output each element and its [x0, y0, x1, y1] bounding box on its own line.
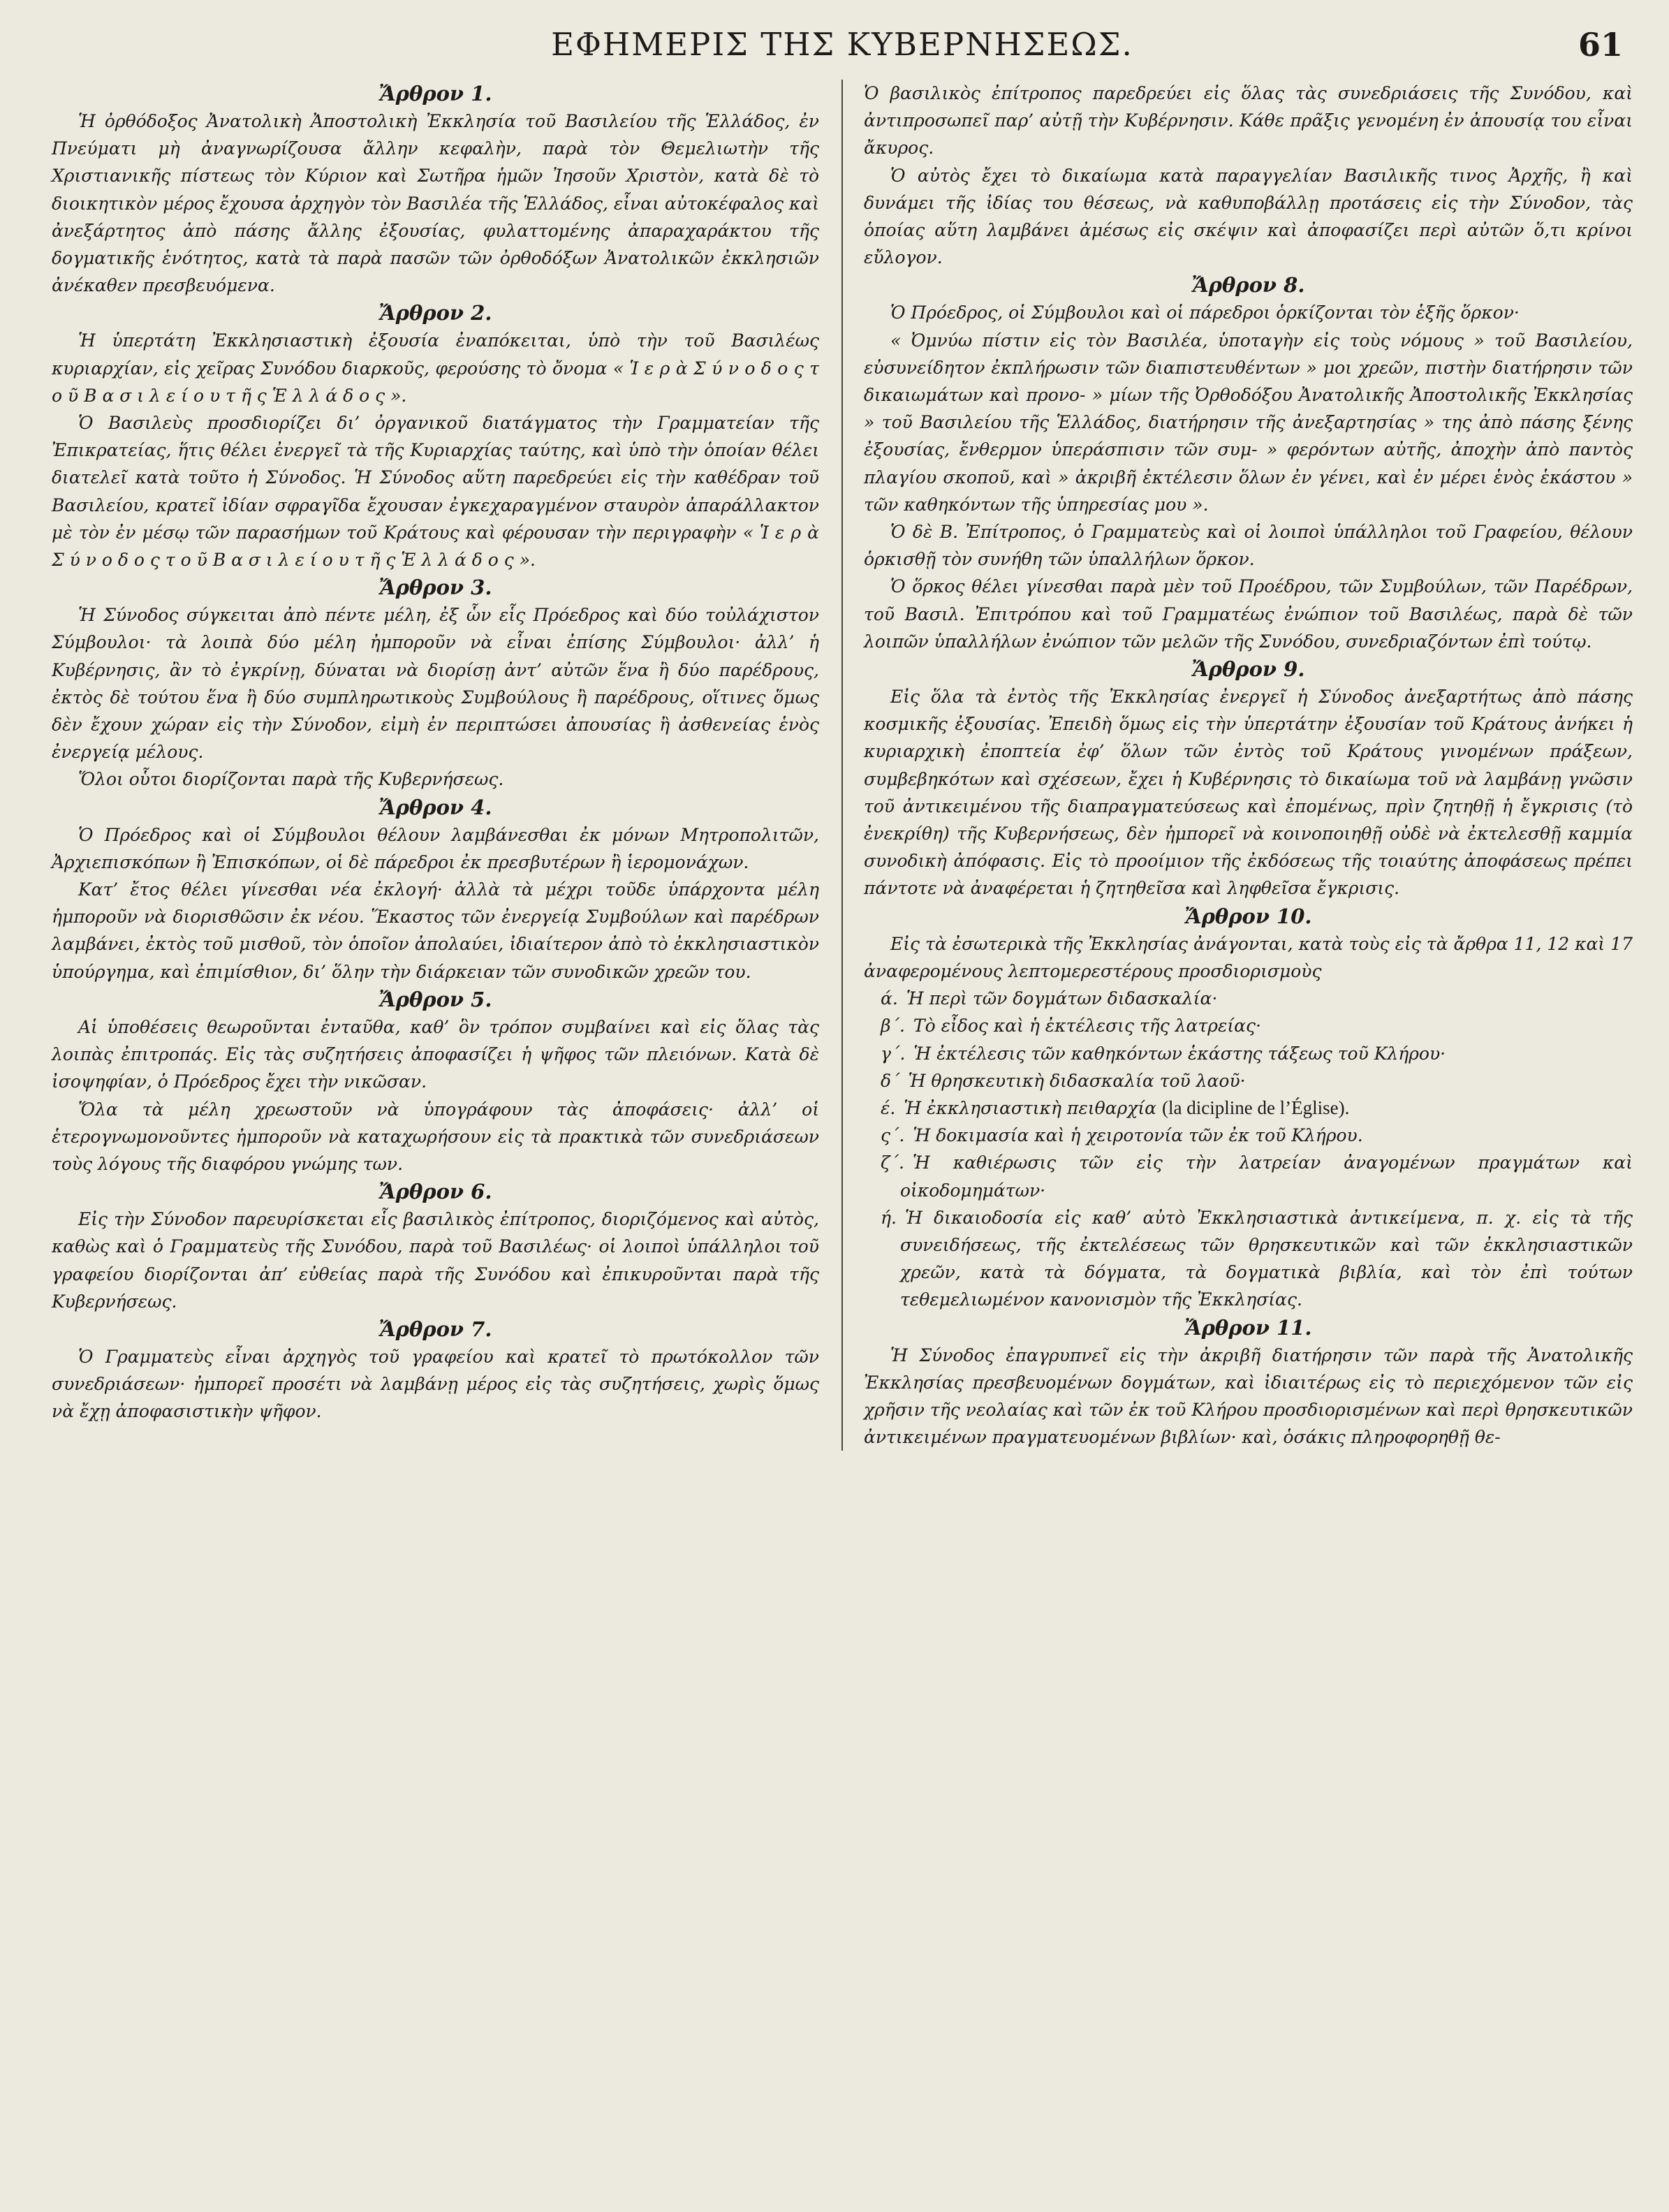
list-item-text: Ἡ δικαιοδοσία εἰς καθ’ αὐτὸ Ἐκκλησιαστικὰ ἀντικείμενα, π. χ. εἰς τὰ τῆς συνειδήσεως, τῆς ἐκτελέσεως τῶν θρησκευτικῶν καὶ τῶν ἐκκλησιαστικῶν χρεῶν, κατὰ τὰ δόγματα, τὰ δογματικὰ βιβλία, καὶ τὸν ἐπὶ τούτων τεθεμελιωμένον κανονισμὸν τῆς Ἐκκλησίας.	[900, 1207, 1633, 1310]
list-item-marker: β΄.	[881, 1016, 905, 1037]
article-4-paragraph-1: Ὁ Πρόεδρος καὶ οἱ Σύμβουλοι θέλουν λαμβάνεσθαι ἐκ μόνων Μητροπολιτῶν, Ἀρχιεπισκόπων ἢ Ἐπισκόπων, οἱ δὲ πάρεδροι ἐκ πρεσβυτέρων ἢ ἱερομονάχων.	[52, 824, 819, 872]
article-2-paragraph-1: Ἡ ὑπερτάτη Ἐκκλησιαστικὴ ἐξουσία ἐναπόκειται, ὑπὸ τὴν τοῦ Βασιλέως κυριαρχίαν, εἰς χεῖρας Συνόδου διαρκοῦς, φερούσης τὸ ὄνομα « Ἱ ε ρ ὰ Σ ύ ν ο δ ο ς τ ο ῦ Β α σ ι λ ε ί ο υ τ ῆ ς Ἑ λ λ ά δ ο ς ».	[52, 330, 819, 406]
list-item-marker: ζ΄.	[881, 1152, 904, 1173]
list-item	[864, 1094, 1633, 1122]
column-divider	[841, 80, 843, 1451]
article-2-heading: Ἄρθρον 2.	[378, 301, 492, 325]
article-5-paragraph-2: Ὅλα τὰ μέλη χρεωστοῦν νὰ ὑπογράφουν τὰς ἀποφάσεις· ἀλλ’ οἱ ἑτερογνωμονοῦντες ἠμποροῦν νὰ καταχωρήσουν εἰς τὰ πρακτικὰ τῶν συνεδριάσεων τοὺς λόγους τῆς διαφόρου γνώμης των.	[52, 1099, 819, 1174]
article-7-heading: Ἄρθρον 7.	[378, 1317, 492, 1341]
article-9-paragraph: Εἰς ὅλα τὰ ἐντὸς τῆς Ἐκκλησίας ἐνεργεῖ ἡ Σύνοδος ἀνεξαρτήτως ἀπὸ πάσης κοσμικῆς ἐξουσίας. Ἐπειδὴ ὅμως εἰς τὴν ὑπερτάτην ἐξουσίαν τοῦ Κράτους ἀνήκει ἡ κυριαρχικὴ ἐποπτεία ἐφ’ ὅλων τῶν ἐντὸς τοῦ Κράτους γινομένων πράξεων, συμβεβηκότων καὶ σχέσεων, ἔχει ἡ Κυβέρνησις τὸ δικαίωμα τοῦ νὰ λαμβάνῃ γνῶσιν τοῦ ἀντικειμένου τῆς διαπραγματεύσεως καὶ ἐπομένως, πρὶν ζητηθῇ ἡ ἔγκρισις (τὸ ἐνεκρίθη) τῆς Κυβερνήσεως, δὲν ἠμπορεῖ νὰ κοινοποιηθῇ οὐδὲ νὰ ἐκτελεσθῇ καμμία συνοδικὴ ἀπόφασις. Εἰς τὸ προοίμιον τῆς ἐκδόσεως τῆς τοιαύτης ἀποφάσεως πρέπει πάντοτε νὰ ἀναφέρεται ἡ ζητηθεῖσα καὶ ληφθεῖσα ἔγκρισις.	[864, 687, 1633, 899]
list-item	[864, 1122, 1633, 1149]
list-item-text: Ἡ θρησκευτικὴ διδασκαλία τοῦ λαοῦ·	[908, 1070, 1246, 1091]
article-6-heading: Ἄρθρον 6.	[378, 1180, 492, 1204]
page-header	[52, 24, 1633, 66]
article-8-heading: Ἄρθρον 8.	[1191, 273, 1305, 298]
list-item-latin-gloss: (la dicipline de l’Église).	[1162, 1097, 1350, 1118]
article-7-continuation-2: Ὁ αὐτὸς ἔχει τὸ δικαίωμα κατὰ παραγγελίαν Βασιλικῆς τινος Ἀρχῆς, ἢ καὶ δυνάμει τῆς ἰδίας του θέσεως, νὰ καθυποβάλλῃ προτάσεις εἰς τὴν Σύνοδον, τὰς ὁποίας αὕτη λαμβάνει ἀμέσως εἰς σκέψιν καὶ ἀποφασίζει περὶ αὐτῶν ὅ,τι κρίνοι εὔλογον.	[864, 165, 1633, 268]
list-item	[864, 1204, 1633, 1314]
article-4-paragraph-2: Κατ’ ἔτος θέλει γίνεσθαι νέα ἐκλογή· ἀλλὰ τὰ μέχρι τοῦδε ὑπάρχοντα μέλη ἠμποροῦν νὰ διορισθῶσιν ἐκ νέου. Ἕκαστος τῶν ἐνεργείᾳ Συμβούλων καὶ παρέδρων λαμβάνει, ἐκτὸς τοῦ μισθοῦ, τὸν ὁποῖον ἀπολαύει, ἰδιαίτερον ἀπὸ τὸ ἐκκλησιαστικὸν ὑπούργημα, καὶ ἐπιμίσθιον, δι’ ὅλην τὴν διάρκειαν τῶν συνοδικῶν χρεῶν του.	[52, 879, 819, 982]
article-7-continuation-1: Ὁ βασιλικὸς ἐπίτροπος παρεδρεύει εἰς ὅλας τὰς συνεδριάσεις τῆς Συνόδου, καὶ ἀντιπροσωπεῖ παρ’ αὐτῇ τὴν Κυβέρνησιν. Κάθε πρᾶξις γενομένη ἐν ἀπουσίᾳ του εἶναι ἄκυρος.	[864, 83, 1633, 159]
right-column	[851, 80, 1633, 1451]
article-8-paragraph-2: Ὁ δὲ Β. Ἐπίτροπος, ὁ Γραμματεὺς καὶ οἱ λοιποὶ ὑπάλληλοι τοῦ Γραφείου, θέλουν ὁρκισθῇ τὸν συνήθη τῶν ὑπαλλήλων ὅρκον.	[864, 522, 1633, 570]
list-item-marker: ή.	[881, 1207, 897, 1228]
list-item-marker: έ.	[881, 1097, 896, 1118]
article-5-heading: Ἄρθρον 5.	[378, 987, 492, 1011]
list-item-text: Τὸ εἶδος καὶ ἡ ἐκτέλεσις τῆς λατρείας·	[913, 1016, 1261, 1037]
list-item-text: Ἡ δοκιμασία καὶ ἡ χειροτονία τῶν ἐκ τοῦ Κλήρου.	[913, 1125, 1363, 1146]
article-3-paragraph-1: Ἡ Σύνοδος σύγκειται ἀπὸ πέντε μέλη, ἐξ ὧν εἷς Πρόεδρος καὶ δύο τοὐλάχιστον Σύμβουλοι· τὰ λοιπὰ δύο μέλη ἠμποροῦν νὰ εἶναι ἐπίσης Σύμβουλοι· ἀλλ’ ἡ Κυβέρνησις, ἂν τὸ ἐγκρίνῃ, δύναται νὰ διορίσῃ ἀντ’ αὐτῶν ἕνα ἢ δύο παρέδρους, ἐκτὸς δὲ τούτου ἕνα ἢ δύο συμπληρωτικοὺς Συμβούλους ἢ παρέδρους, οἵτινες ὅμως δὲν ἔχουν χώραν εἰς τὴν Σύνοδον, εἰμὴ ἐν περιπτώσει ἀπουσίας ἢ ἀσθενείας ἑνὸς ἐνεργείᾳ μέλους.	[52, 605, 819, 763]
article-11-heading: Ἄρθρον 11.	[1184, 1315, 1312, 1340]
article-3-heading: Ἄρθρον 3.	[378, 576, 492, 600]
list-item	[864, 1012, 1633, 1039]
article-8-paragraph-3: Ὁ ὅρκος θέλει γίνεσθαι παρὰ μὲν τοῦ Προέδρου, τῶν Συμβούλων, τῶν Παρέδρων, τοῦ Βασιλ. Ἐπιτρόπου καὶ τοῦ Γραμματέως ἐνώπιον τοῦ Βασιλέως, παρὰ δὲ τῶν λοιπῶν ὑπαλλήλων ἐνώπιον τῶν μελῶν τῆς Συνόδου, συνεδριαζόντων ἐπὶ τούτῳ.	[864, 576, 1633, 652]
article-11-paragraph: Ἡ Σύνοδος ἐπαγρυπνεῖ εἰς τὴν ἀκριβῆ διατήρησιν τῶν παρὰ τῆς Ἀνατολικῆς Ἐκκλησίας πρεσβευομένων δογμάτων, καὶ ἰδιαιτέρως εἰς τὸ περιεχόμενον τῶν εἰς χρῆσιν τῆς νεολαίας καὶ τῶν ἐκ τοῦ Κλήρου προσδιορισμένων καὶ περὶ θρησκευτικῶν ἀντικειμένων πραγματευομένων βιβλίων· καὶ, ὁσάκις πληροφορηθῇ θε-	[864, 1345, 1633, 1448]
list-item-text: Ἡ καθιέρωσις τῶν εἰς τὴν λατρείαν ἀναγομένων πραγμάτων καὶ οἰκοδομημάτων·	[900, 1152, 1633, 1201]
article-7-paragraph: Ὁ Γραμματεὺς εἶναι ἀρχηγὸς τοῦ γραφείου καὶ κρατεῖ τὸ πρωτόκολλον τῶν συνεδριάσεων· ἠμπορεῖ προσέτι νὰ λαμβάνῃ μέρος εἰς τὰς συζητήσεις, χωρὶς ὅμως νὰ ἔχῃ ἀποφασιστικὴν ψῆφον.	[52, 1346, 819, 1422]
list-item-text: Ἡ ἐκκλησιαστικὴ πειθαρχία	[904, 1097, 1157, 1118]
list-item-marker: γ΄.	[881, 1043, 906, 1064]
article-6-paragraph: Εἰς τὴν Σύνοδον παρευρίσκεται εἷς βασιλικὸς ἐπίτροπος, διοριζόμενος καὶ αὐτὸς, καθὼς καὶ ὁ Γραμματεὺς τῆς Συνόδου, παρὰ τοῦ Βασιλέως· οἱ λοιποὶ ὑπάλληλοι τοῦ γραφείου διορίζονται ἀπ’ εὐθείας παρὰ τῆς Συνόδου καὶ ἐπικυροῦνται παρὰ τῆς Κυβερνήσεως.	[52, 1209, 819, 1312]
article-2-paragraph-2: Ὁ Βασιλεὺς προσδιορίζει δι’ ὀργανικοῦ διατάγματος τὴν Γραμματείαν τῆς Ἐπικρατείας, ἥτις θέλει ἐνεργεῖ τὰ τῆς Κυριαρχίας ταύτης, καὶ ὑπὸ τὴν ὁποίαν θέλει διατελεῖ κατὰ τοῦτο ἡ Σύνοδος. Ἡ Σύνοδος αὕτη παρεδρεύει εἰς τὴν καθέδραν τοῦ Βασιλείου, κρατεῖ ἰδίαν σφραγῖδα ἔχουσαν ἐγκεχαραγμένον σταυρὸν ἀπαράλλακτον μὲ τὸν ἐν μέσῳ τῶν παρασήμων τοῦ Κράτους καὶ φέρουσαν τὴν περιγραφὴν « Ἱ ε ρ ὰ Σ ύ ν ο δ ο ς τ ο ῦ Β α σ ι λ ε ί ο υ τ ῆ ς Ἑ λ λ ά δ ο ς ».	[52, 413, 819, 571]
article-4-heading: Ἄρθρον 4.	[378, 795, 492, 819]
article-3-paragraph-2: Ὅλοι οὗτοι διορίζονται παρὰ τῆς Κυβερνήσεως.	[78, 769, 504, 790]
list-item	[864, 985, 1633, 1012]
list-item-text: Ἡ περὶ τῶν δογμάτων διδασκαλία·	[906, 988, 1218, 1009]
article-8-oath: « Ὀμνύω πίστιν εἰς τὸν Βασιλέα, ὑποταγὴν εἰς τοὺς νόμους » τοῦ Βασιλείου, εὐσυνείδητον ἐκπλήρωσιν τῶν διαπιστευθέντων » μοι χρεῶν, πιστὴν διατήρησιν τῶν δικαιωμάτων καὶ προνο- » μίων τῆς Ὀρθοδόξου Ἀνατολικῆς Ἀποστολικῆς Ἐκκλησίας » τοῦ Βασιλείου τῆς Ἑλλάδος, διατήρησιν τῆς ἀνεξαρτησίας » της ἀπὸ πάσης ξένης ἐξουσίας, ἔνθερμον ὑπεράσπισιν τῶν συμ- » φερόντων αὐτῆς, ἀποχὴν ἀπὸ παντὸς πλαγίου σκοποῦ, καὶ » ἀκριβῆ ἐκτέλεσιν ὅλων ἐν γένει, καὶ ἐν μέρει ἑνὸς ἑκάστου » τῶν καθηκόντων τῆς ὑπηρεσίας μου ».	[864, 330, 1633, 515]
page-number: 61	[1578, 26, 1623, 64]
list-item	[864, 1149, 1633, 1203]
article-10-heading: Ἄρθρον 10.	[1184, 904, 1312, 928]
page-title: ΕΦΗΜΕΡΙΣ ΤΗΣ ΚΥΒΕΡΝΗΣΕΩΣ.	[551, 26, 1133, 63]
article-8-paragraph-1: Ὁ Πρόεδρος, οἱ Σύμβουλοι καὶ οἱ πάρεδροι ὁρκίζονται τὸν ἑξῆς ὅρκον·	[890, 302, 1520, 323]
article-10-paragraph: Εἰς τὰ ἐσωτερικὰ τῆς Ἐκκλησίας ἀνάγονται, κατὰ τοὺς εἰς τὰ ἄρθρα 11, 12 καὶ 17 ἀναφερομένους λεπτομερεστέρους προσδιορισμοὺς	[864, 933, 1633, 981]
list-item-marker: δ΄	[881, 1070, 900, 1091]
article-10-list	[864, 985, 1633, 1313]
list-item-text: Ἡ ἐκτέλεσις τῶν καθηκόντων ἑκάστης τάξεως τοῦ Κλήρου·	[913, 1043, 1446, 1064]
left-column	[52, 80, 833, 1451]
article-5-paragraph-1: Αἱ ὑποθέσεις θεωροῦνται ἐνταῦθα, καθ’ ὃν τρόπον συμβαίνει καὶ εἰς ὅλας τὰς λοιπὰς ἐπιτροπάς. Εἰς τὰς συζητήσεις ἀποφασίζει ἡ ψῆφος τῶν πλειόνων. Κατὰ δὲ ἰσοψηφίαν, ὁ Πρόεδρος ἔχει τὴν νικῶσαν.	[52, 1016, 819, 1092]
text-columns	[52, 80, 1633, 1451]
list-item-marker: ά.	[881, 988, 898, 1009]
article-1-heading: Ἄρθρον 1.	[378, 82, 492, 105]
article-9-heading: Ἄρθρον 9.	[1191, 657, 1305, 682]
list-item	[864, 1040, 1633, 1067]
list-item-marker: ς΄.	[881, 1125, 905, 1146]
list-item	[864, 1067, 1633, 1094]
article-1-paragraph: Ἡ ὀρθόδοξος Ἀνατολικὴ Ἀποστολικὴ Ἐκκλησία τοῦ Βασιλείου τῆς Ἑλλάδος, ἐν Πνεύματι μὴ ἀναγνωρίζουσα ἄλλην κεφαλὴν, παρὰ τὸν Θεμελιωτὴν τῆς Χριστιανικῆς πίστεως τὸν Κύριον καὶ Σωτῆρα ἡμῶν Ἰησοῦν Χριστὸν, κατὰ δὲ τὸ διοικητικὸν μέρος ἔχουσα ἀρχηγὸν τὸν Βασιλέα τῆς Ἑλλάδος, εἶναι αὐτοκέφαλος καὶ ἀνεξάρτητος ἀπὸ πάσης ἄλλης ἐξουσίας, φυλαττομένης ἀπαραχαράκτου τῆς δογματικῆς ἑνότητος, κατὰ τὰ παρὰ πασῶν τῶν ὀρθοδόξων Ἀνατολικῶν ἐκκλησιῶν ἀνέκαθεν πρεσβευόμενα.	[52, 111, 819, 296]
